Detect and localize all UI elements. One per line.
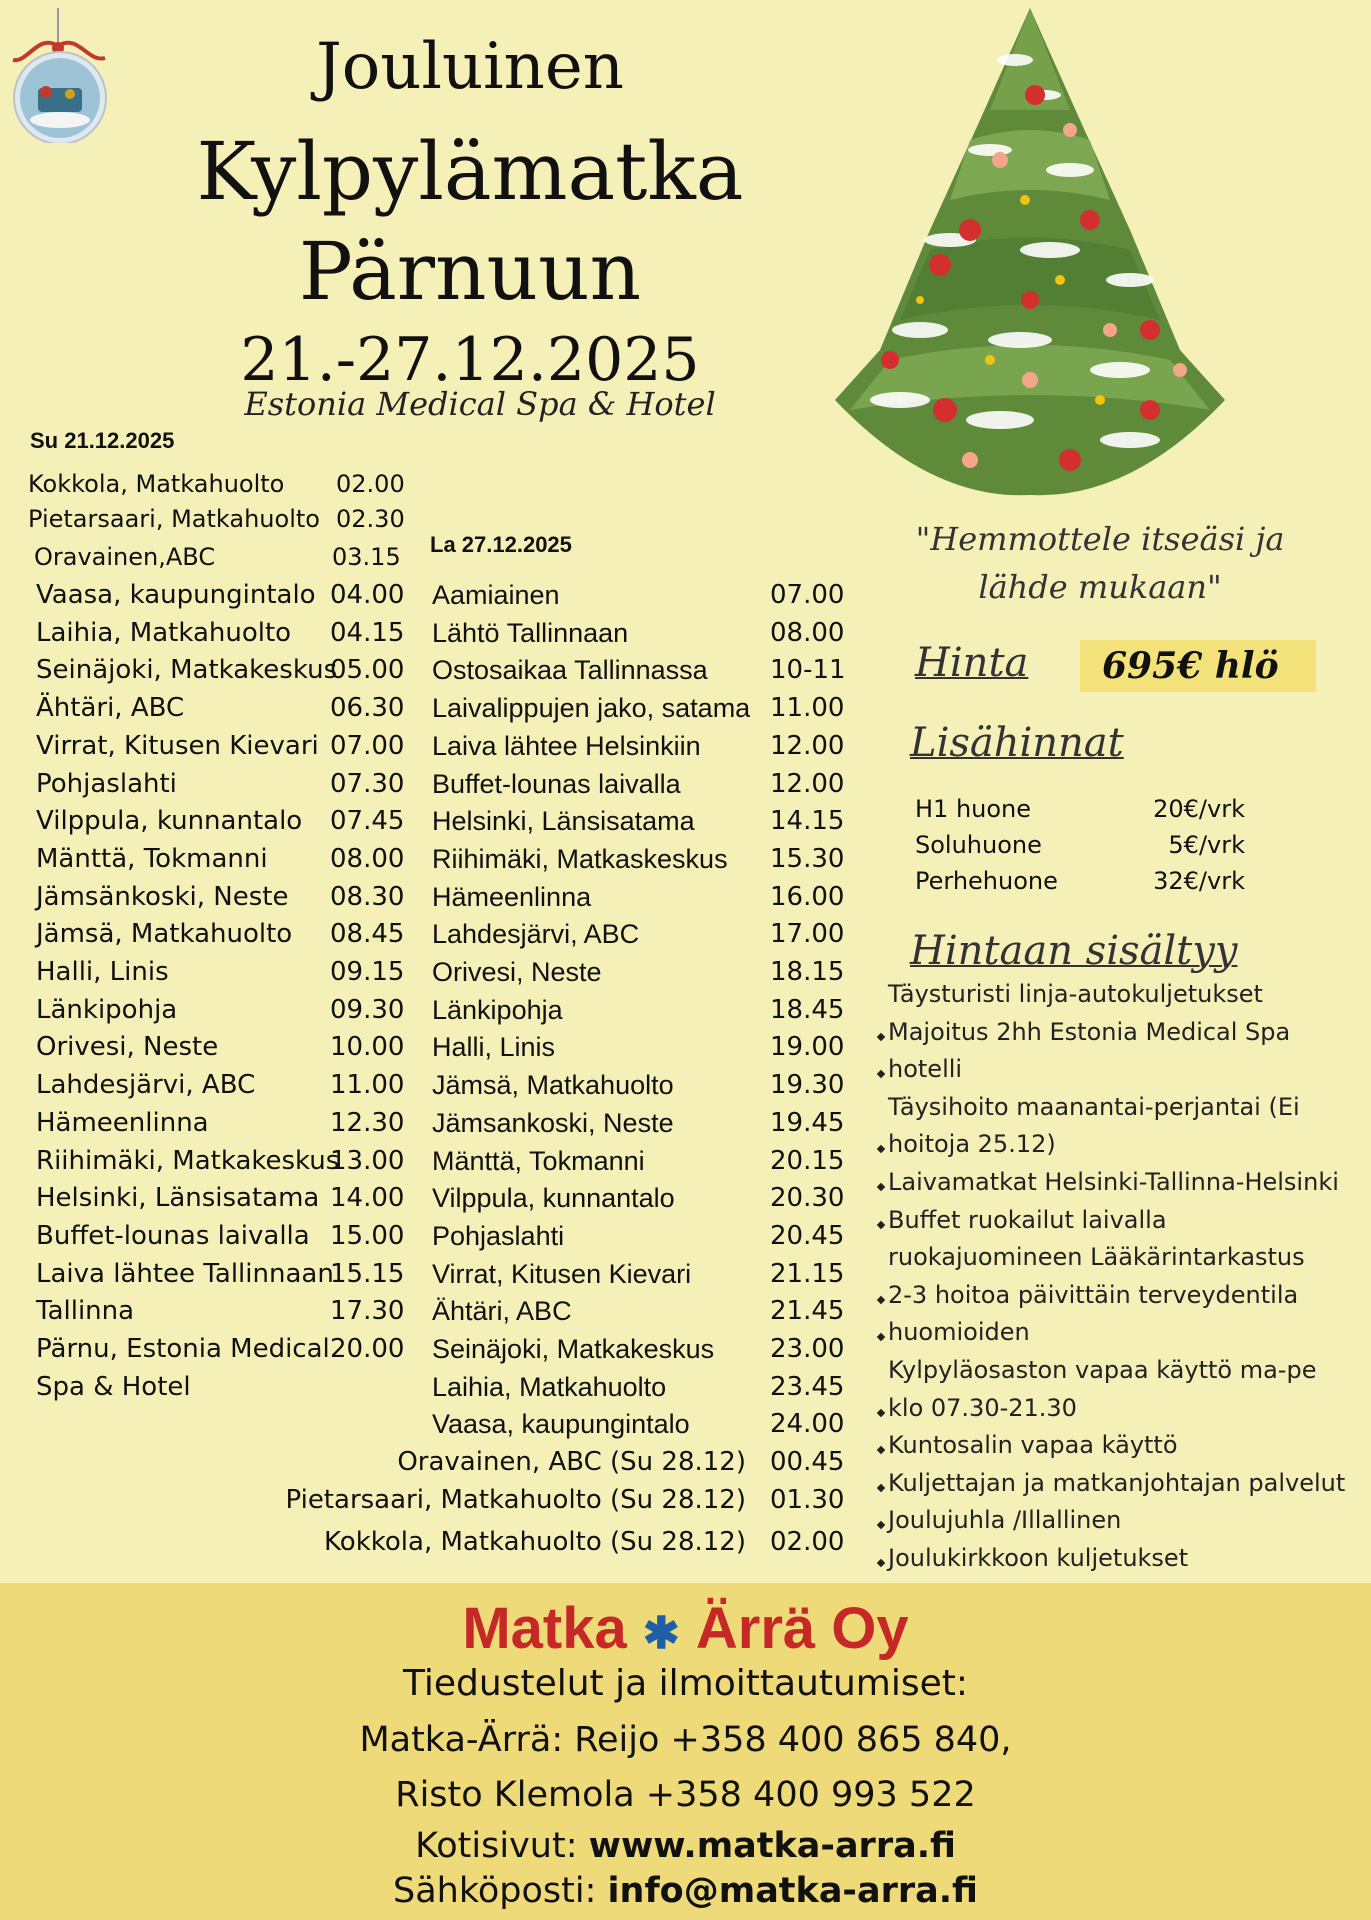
- return-stop-place: Buffet-lounas laivalla: [432, 768, 681, 799]
- title-line-3: Pärnuun: [298, 225, 642, 318]
- return-stop-place: Länkipohja: [432, 994, 563, 1025]
- outbound-stop-place: Pärnu, Estonia Medical: [36, 1334, 330, 1364]
- quote-line-1: "Hemmottele itseäsi ja: [915, 520, 1285, 558]
- outbound-stop-time: 14.00: [330, 1183, 405, 1214]
- return-stop-time: 07.00: [770, 580, 845, 610]
- outbound-stop-place: Oravainen,ABC: [34, 543, 216, 571]
- outbound-stop-time: 07.30: [330, 768, 405, 799]
- outbound-stop-time: 17.30: [330, 1296, 405, 1327]
- outbound-stop-time: 11.00: [330, 1070, 405, 1101]
- trip-dates: 21.-27.12.2025: [240, 325, 700, 395]
- included-item: Täysihoito maanantai-perjantai (Ei: [888, 1092, 1300, 1121]
- included-label: Hintaan sisältyy: [910, 928, 1238, 974]
- outbound-stop-time: 07.45: [330, 806, 405, 837]
- outbound-stop-place: Länkipohja: [36, 994, 178, 1025]
- included-item: 2-3 hoitoa päivittäin terveydentila: [888, 1280, 1299, 1309]
- logo-arra: Ärrä: [695, 1596, 816, 1661]
- return-stop-place: Seinäjoki, Matkakeskus: [432, 1334, 715, 1364]
- extra-room-price: 5€/vrk: [1168, 831, 1245, 859]
- bullet-icon: [877, 1408, 885, 1416]
- outbound-stop-place: Hämeenlinna: [36, 1107, 209, 1138]
- outbound-stop-place: Laihia, Matkahuolto: [36, 617, 292, 648]
- outbound-stop-time: 08.30: [330, 881, 405, 912]
- outbound-stop-time: 08.00: [330, 843, 405, 874]
- return-stop-time: 19.30: [770, 1070, 845, 1101]
- return-stop-place: Hämeenlinna: [432, 881, 592, 912]
- return-stop-time: 18.45: [770, 994, 845, 1025]
- title-line-2: Kylpylämatka: [196, 125, 744, 218]
- outbound-stop-place: Halli, Linis: [36, 957, 169, 987]
- outbound-stop-time: 20.00: [330, 1334, 405, 1364]
- outbound-stop-place: Mänttä, Tokmanni: [36, 843, 268, 874]
- email-link[interactable]: info@matka-arra.fi: [607, 1871, 978, 1911]
- outbound-stop-time: 15.15: [330, 1258, 405, 1289]
- outbound-stop-time: 13.00: [330, 1145, 405, 1176]
- return-stop-place: Halli, Linis: [432, 1032, 556, 1063]
- return-stop-place: Jämsä, Matkahuolto: [432, 1070, 674, 1101]
- bullet-icon: [877, 1145, 885, 1153]
- outbound-stop-place: Virrat, Kitusen Kievari: [36, 730, 319, 761]
- ornament-icon: [8, 8, 108, 143]
- bullet-icon: [877, 1484, 885, 1492]
- return-stop-time: 23.00: [770, 1334, 845, 1364]
- return-stop-place: Pohjaslahti: [432, 1220, 565, 1251]
- outbound-stop-place: Kokkola, Matkahuolto: [28, 470, 285, 498]
- return-stop-time: 10-11: [770, 655, 846, 686]
- price-value: 695€ hlö: [1102, 645, 1279, 687]
- outbound-stop-time: 03.15: [332, 543, 401, 571]
- bullet-icon: [877, 1070, 885, 1078]
- included-item: Kylpyläosaston vapaa käyttö ma-pe: [888, 1356, 1317, 1384]
- return-stop-time: 23.45: [770, 1371, 845, 1402]
- price-label: Hinta: [915, 640, 1029, 686]
- included-item: hoitoja 25.12): [888, 1130, 1056, 1159]
- extras-label: Lisähinnat: [910, 720, 1124, 766]
- return-stop-place: Pietarsaari, Matkahuolto (Su 28.12): [285, 1484, 746, 1515]
- christmas-tree-image: [830, 0, 1230, 500]
- contact-reijo: Matka-Ärrä: Reijo +358 400 865 840,: [359, 1720, 1012, 1760]
- outbound-stop-place: Ähtäri, ABC: [36, 693, 185, 724]
- outbound-stop-time: 09.30: [330, 994, 405, 1025]
- bullet-icon: [877, 1559, 885, 1567]
- extra-room-name: H1 huone: [915, 795, 1032, 823]
- bullet-icon: [877, 1333, 885, 1341]
- return-stop-time: 19.45: [770, 1107, 845, 1138]
- return-stop-time: 18.15: [770, 957, 845, 987]
- outbound-stop-time: 10.00: [330, 1032, 405, 1063]
- outbound-stop-time: 09.15: [330, 957, 405, 987]
- return-stop-time: 11.00: [770, 693, 845, 724]
- outbound-stop-place: Jämsänkoski, Neste: [36, 881, 289, 912]
- bullet-icon: [877, 1183, 885, 1191]
- outbound-stop-place: Buffet-lounas laivalla: [36, 1220, 310, 1251]
- return-stop-time: 02.00: [770, 1526, 845, 1557]
- return-stop-place: Laihia, Matkahuolto: [432, 1371, 667, 1402]
- outbound-stop-time: 07.00: [330, 730, 405, 761]
- return-stop-time: 14.15: [770, 806, 845, 837]
- included-item: Joulukirkkoon kuljetukset: [888, 1544, 1189, 1572]
- return-stop-time: 17.00: [770, 919, 845, 950]
- return-stop-place: Jämsankoski, Neste: [432, 1107, 674, 1138]
- included-item: huomioiden: [888, 1318, 1030, 1347]
- return-stop-place: Aamiainen: [432, 580, 560, 610]
- return-stop-place: Lähtö Tallinnaan: [432, 617, 629, 648]
- return-stop-place: Riihimäki, Matkaskeskus: [432, 843, 728, 874]
- outbound-stop-time: 08.45: [330, 919, 405, 950]
- outbound-stop-time: 04.00: [330, 580, 405, 610]
- outbound-stop-time: 15.00: [330, 1220, 405, 1251]
- return-stop-place: Laivalippujen jako, satama: [432, 693, 751, 724]
- return-stop-time: 21.15: [770, 1258, 845, 1289]
- email-label: Sähköposti:: [393, 1871, 608, 1911]
- return-stop-place: Mänttä, Tokmanni: [432, 1145, 645, 1176]
- outbound-stop-place: Pohjaslahti: [36, 768, 177, 799]
- return-stop-time: 20.15: [770, 1145, 845, 1176]
- bullet-icon: [877, 1446, 885, 1454]
- outbound-stop-place: Riihimäki, Matkakeskus: [36, 1145, 340, 1176]
- return-stop-place: Oravainen, ABC (Su 28.12): [397, 1447, 746, 1478]
- price-box: [1080, 640, 1316, 692]
- bullet-icon: [877, 1521, 885, 1529]
- extra-room-name: Soluhuone: [915, 831, 1042, 859]
- bullet-icon: [877, 1220, 885, 1228]
- return-stop-time: 24.00: [770, 1409, 845, 1440]
- extra-room-price: 20€/vrk: [1153, 795, 1245, 823]
- outbound-stop-time: 06.30: [330, 693, 405, 724]
- logo-oy: Oy: [831, 1596, 909, 1661]
- included-item: hotelli: [888, 1055, 963, 1084]
- outbound-stop-place: Vaasa, kaupungintalo: [36, 580, 316, 610]
- website-label: Kotisivut:: [415, 1826, 589, 1866]
- included-item: ruokajuomineen Lääkärintarkastus: [888, 1243, 1305, 1272]
- company-logo: [0, 1595, 1371, 1662]
- included-item: Buffet ruokailut laivalla: [888, 1205, 1167, 1234]
- return-stop-time: 12.00: [770, 730, 845, 761]
- return-stop-time: 19.00: [770, 1032, 845, 1063]
- included-item: Kuljettajan ja matkanjohtajan palvelut: [888, 1468, 1346, 1497]
- included-item: Kuntosalin vapaa käyttö: [888, 1431, 1178, 1460]
- return-stop-place: Lahdesjärvi, ABC: [432, 919, 640, 950]
- extra-room-name: Perhehuone: [915, 867, 1058, 895]
- outbound-stop-time: 02.00: [336, 470, 405, 498]
- included-item: Laivamatkat Helsinki-Tallinna-Helsinki: [888, 1168, 1339, 1196]
- return-stop-place: Ähtäri, ABC: [432, 1296, 572, 1327]
- return-stop-time: 00.45: [770, 1447, 845, 1478]
- outbound-stop-place: Orivesi, Neste: [36, 1032, 219, 1063]
- return-stop-place: Orivesi, Neste: [432, 957, 602, 987]
- return-stop-time: 12.00: [770, 768, 845, 799]
- return-stop-time: 16.00: [770, 881, 845, 912]
- extra-room-price: 32€/vrk: [1153, 867, 1245, 895]
- return-stop-place: Vilppula, kunnantalo: [432, 1183, 675, 1214]
- title-line-1: Jouluinen: [316, 30, 624, 104]
- outbound-stop-place: Seinäjoki, Matkakeskus: [36, 655, 338, 686]
- outbound-last-line: Spa & Hotel: [36, 1371, 191, 1402]
- return-stop-place: Virrat, Kitusen Kievari: [432, 1258, 692, 1289]
- return-stop-place: Helsinki, Länsisatama: [432, 806, 695, 837]
- return-stop-place: Vaasa, kaupungintalo: [432, 1409, 690, 1440]
- return-stop-time: 08.00: [770, 617, 845, 648]
- outbound-stop-place: Tallinna: [36, 1296, 135, 1327]
- logo-matka: Matka: [462, 1596, 627, 1661]
- quote-line-2: lähde mukaan": [978, 568, 1222, 606]
- outbound-stop-place: Lahdesjärvi, ABC: [36, 1070, 256, 1101]
- return-stop-time: 20.45: [770, 1220, 845, 1251]
- included-item: Täysturisti linja-autokuljetukset: [888, 980, 1263, 1008]
- inquiries-text: Tiedustelut ja ilmoittautumiset:: [403, 1663, 968, 1704]
- outbound-stop-time: 02.30: [336, 505, 405, 533]
- bullet-icon: [877, 1032, 885, 1040]
- hotel-name: Estonia Medical Spa & Hotel: [244, 385, 716, 423]
- email-line: [0, 1871, 1371, 1911]
- included-item: Majoitus 2hh Estonia Medical Spa: [888, 1017, 1291, 1046]
- return-stop-place: Ostosaikaa Tallinnassa: [432, 655, 708, 686]
- return-stop-place: Laiva lähtee Helsinkiin: [432, 730, 701, 761]
- footer: [0, 1583, 1371, 1920]
- bullet-icon: [877, 1296, 885, 1304]
- outbound-stop-place: Jämsä, Matkahuolto: [36, 919, 293, 950]
- outbound-header: Su 21.12.2025: [30, 428, 175, 453]
- return-stop-time: 21.45: [770, 1296, 845, 1327]
- return-stop-place: Kokkola, Matkahuolto (Su 28.12): [324, 1526, 746, 1557]
- website-link[interactable]: www.matka-arra.fi: [588, 1826, 956, 1866]
- website-line: [0, 1826, 1371, 1866]
- outbound-stop-time: 05.00: [330, 655, 405, 686]
- outbound-stop-time: 12.30: [330, 1107, 405, 1138]
- outbound-stop-place: Vilppula, kunnantalo: [36, 806, 303, 837]
- outbound-stop-place: Pietarsaari, Matkahuolto: [28, 505, 320, 533]
- return-stop-time: 15.30: [770, 843, 845, 874]
- return-stop-time: 01.30: [770, 1484, 845, 1515]
- return-header: La 27.12.2025: [430, 532, 572, 557]
- snowflake-icon: ✱: [642, 1609, 680, 1658]
- return-stop-time: 20.30: [770, 1183, 845, 1214]
- included-item: Joulujuhla /Illallinen: [888, 1506, 1122, 1535]
- contact-risto: Risto Klemola +358 400 993 522: [395, 1775, 976, 1815]
- included-item: klo 07.30-21.30: [888, 1393, 1077, 1422]
- outbound-stop-place: Helsinki, Länsisatama: [36, 1183, 320, 1214]
- outbound-stop-time: 04.15: [330, 617, 405, 648]
- outbound-stop-place: Laiva lähtee Tallinnaan: [36, 1258, 334, 1289]
